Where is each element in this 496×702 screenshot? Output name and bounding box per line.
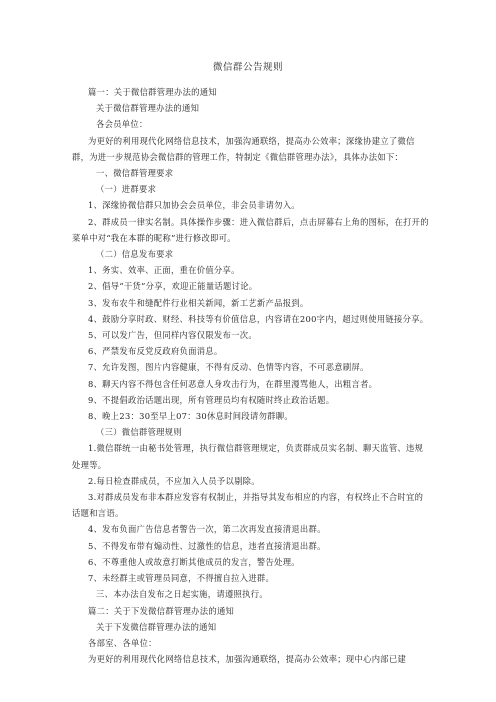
rule-item: 4、发布负面广告信息者警告一次，第二次再发直接清退出群。 — [88, 524, 326, 535]
subsection-heading-1: （一）进群要求 — [96, 184, 157, 195]
rule-item: 3.对群成员发布非本群应发容有权制止，并指导其发布相应的内容，有权终止不合时宜的话题和言语。 — [72, 492, 424, 519]
rule-item: 7、未经群主或管理员同意，不得擅自拉入进群。 — [88, 573, 275, 584]
rule-item: 1、深缘协微信群只加协会会员单位，非会员非请勿入。 — [88, 200, 300, 211]
part-heading-1: 一、微信群管理要求 — [96, 168, 174, 179]
rule-item: 1.微信群统一由秘书处管理，执行微信群管理规定，负责群成员实名制、聊天监管、违规处理等。 — [72, 443, 424, 470]
salutation-1: 各会员单位： — [96, 119, 148, 130]
intro-paragraph-1: 为更好的利用现代化网络信息技术，加强沟通联络，提高办公效率；深缘协建立了微信群，为进一步规范协会微信群的管理工作，特制定《微信群管理办法》，具体办法如下： — [72, 135, 415, 162]
rule-item: 6、不尊重他人或故意打断其他成员的发言，警告处理。 — [88, 556, 300, 567]
document-title: 微信群公告规则 — [212, 62, 283, 73]
rule-item: 9、不提倡政治话题出现，所有管理员均有权随时终止政治话题。 — [88, 394, 335, 405]
rule-item: 1、务实、效率、正面，重在价值分享。 — [88, 265, 240, 276]
rule-item: 8、聊天内容不得包含任何恶意人身攻击行为，在群里漫骂他人，出粗言者。 — [88, 378, 378, 389]
rule-item: 2.每日检查群成员，不应加入人员予以剔除。 — [88, 475, 260, 486]
part-heading-3: 三、本办法自发布之日起实施，请遵照执行。 — [96, 589, 268, 600]
subsection-heading-2: （二）信息发布要求 — [96, 249, 174, 260]
rule-item: 2、倡导“干货”分享，欢迎正能量话题讨论。 — [88, 281, 258, 292]
subsection-heading-3: （三）微信群管理规则 — [96, 427, 182, 438]
rule-item: 8、晚上23：30至早上07：30休息时间段请勿群聊。 — [88, 411, 293, 422]
rule-item: 3、发布农牛和缝配件行业相关新闻，新工艺新产品报到。 — [88, 297, 309, 308]
notice-title-2: 关于下发微信群管理办法的通知 — [96, 621, 217, 632]
rule-item: 5、不得发布带有煽动性、过激性的信息，违者直接清退出群。 — [88, 540, 326, 551]
section-heading-1: 篇一：关于微信群管理办法的通知 — [88, 87, 217, 97]
rule-item: 5、可以发广告，但同样内容仅限发布一次。 — [88, 330, 257, 341]
section-heading-2: 篇二：关于下发微信群管理办法的通知 — [88, 605, 235, 616]
rule-item: 7、允许发图，图片内容健康，不得有反动、色情等内容，不可恶意刷屏。 — [88, 362, 369, 373]
rule-item: 6、严禁发布反党反政府负面消息。 — [88, 346, 223, 357]
salutation-2: 各部室、各单位： — [88, 637, 157, 648]
document-body — [72, 84, 430, 667]
intro-paragraph-2: 为更好的利用现代化网络信息技术，加强沟通联络，提高办公效率；现中心内部已建 — [88, 654, 407, 665]
rule-item: 4、鼓励分享时政、财经、科技等有价值信息，内容请在200字内，超过则使用链接分享。 — [88, 313, 429, 324]
rule-item: 2、群成员一律实名制。具体操作步骤：进入微信群后，点击屏幕右上角的图标，在打开的菜单中对“我在本群的昵称”进行修改即可。 — [72, 216, 429, 243]
notice-title-1: 关于微信群管理办法的通知 — [96, 103, 200, 114]
